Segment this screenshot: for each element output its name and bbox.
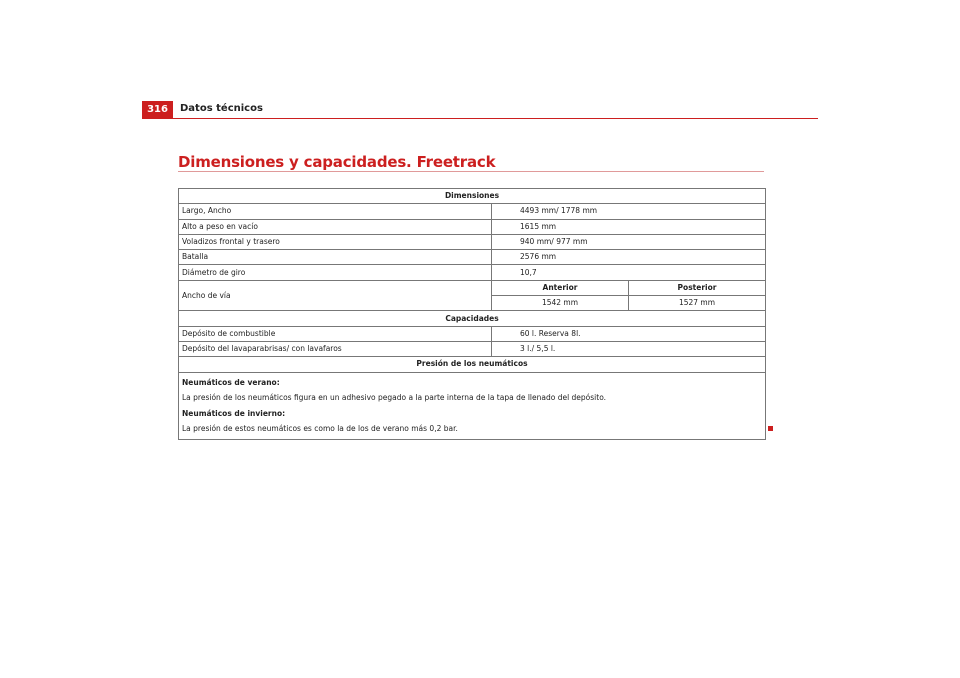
row-label: Alto a peso en vacío bbox=[179, 219, 492, 234]
row-value: 940 mm/ 977 mm bbox=[492, 234, 766, 249]
posterior-value: 1527 mm bbox=[629, 296, 766, 311]
row-value: 2576 mm bbox=[492, 250, 766, 265]
table-row bbox=[179, 372, 766, 439]
table-row bbox=[179, 204, 766, 219]
ancho-via-label: Ancho de vía bbox=[179, 280, 492, 311]
row-value: 10,7 bbox=[492, 265, 766, 280]
section-rule bbox=[178, 171, 764, 172]
section-end-marker bbox=[768, 426, 773, 431]
row-label: Voladizos frontal y trasero bbox=[179, 234, 492, 249]
header-title: Datos técnicos bbox=[180, 103, 263, 114]
table-section-header bbox=[179, 311, 766, 326]
table-row bbox=[179, 250, 766, 265]
tyre-pressure-info bbox=[179, 372, 766, 439]
table-row bbox=[179, 219, 766, 234]
section-title: Dimensiones y capacidades. Freetrack bbox=[178, 153, 496, 171]
table-row bbox=[179, 234, 766, 249]
table-row bbox=[179, 265, 766, 280]
header-rule bbox=[142, 118, 818, 119]
row-label: Depósito del lavaparabrisas/ con lavafaros bbox=[179, 341, 492, 356]
winter-tyres-text: La presión de estos neumáticos es como la de los de verano más 0,2 bar. bbox=[182, 424, 458, 434]
table-row bbox=[179, 326, 766, 341]
anterior-value: 1542 mm bbox=[492, 296, 629, 311]
table-row bbox=[179, 280, 766, 295]
row-value: 60 l. Reserva 8l. bbox=[492, 326, 766, 341]
posterior-heading: Posterior bbox=[629, 280, 766, 295]
capacidades-heading: Capacidades bbox=[179, 311, 766, 326]
page-number: 316 bbox=[142, 101, 173, 119]
row-label: Depósito de combustible bbox=[179, 326, 492, 341]
summer-tyres-title: Neumáticos de verano: bbox=[182, 377, 280, 387]
summer-tyres-text: La presión de los neumáticos figura en un adhesivo pegado a la parte interna de la tapa de llenado del depósito. bbox=[182, 393, 607, 403]
row-value: 4493 mm/ 1778 mm bbox=[492, 204, 766, 219]
anterior-heading: Anterior bbox=[492, 280, 629, 295]
table-section-header bbox=[179, 357, 766, 372]
dimensiones-heading: Dimensiones bbox=[179, 189, 766, 204]
row-label: Batalla bbox=[179, 250, 492, 265]
row-label: Largo, Ancho bbox=[179, 204, 492, 219]
table-section-header bbox=[179, 189, 766, 204]
spec-table bbox=[178, 188, 766, 440]
winter-tyres-title: Neumáticos de invierno: bbox=[182, 408, 286, 418]
page-header bbox=[142, 101, 818, 119]
neumaticos-heading: Presión de los neumáticos bbox=[179, 357, 766, 372]
row-value: 3 l./ 5,5 l. bbox=[492, 341, 766, 356]
row-value: 1615 mm bbox=[492, 219, 766, 234]
table-row bbox=[179, 341, 766, 356]
row-label: Diámetro de giro bbox=[179, 265, 492, 280]
